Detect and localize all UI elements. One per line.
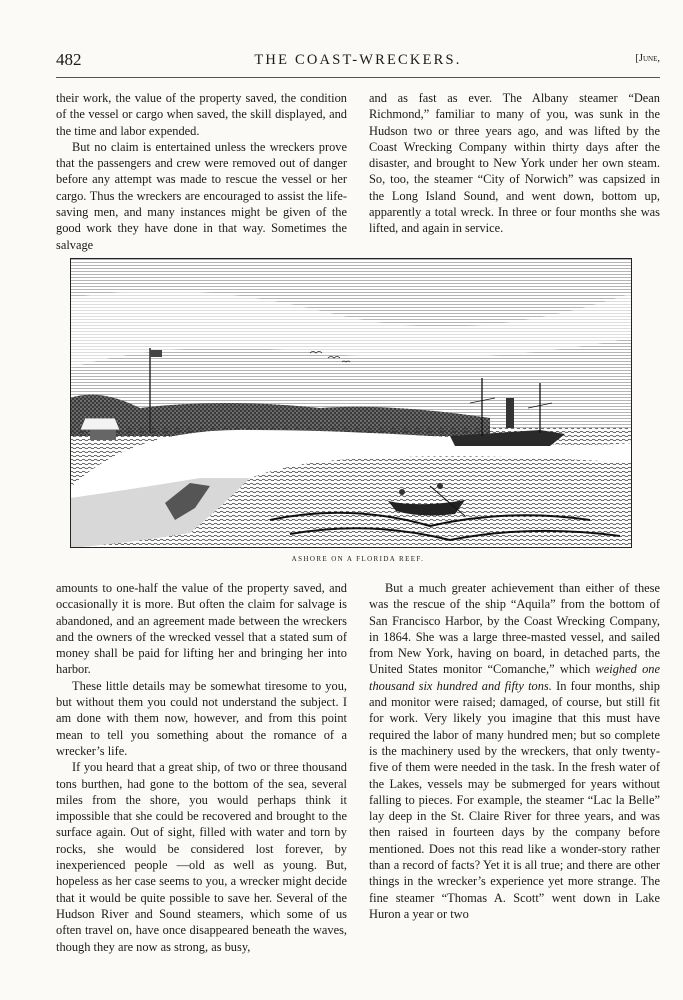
issue-month: [June, [635, 53, 660, 64]
paragraph: and as fast as ever. The Albany steamer “Dean Richmond,” familiar to many of you, was sunk in the Hudson two or three years ago, and was lifted by the Coast Wrecking Company within thirty days after the disaster, and brought to New York under her own steam. So, too, the steamer “City of Norwich” was capsized in the Long Island Sound, and went down, bottom up, apparently a total wreck. In three or four months she was lifted, and again in service. [369, 91, 660, 236]
bottom-right-column [369, 580, 660, 922]
paragraph: If you heard that a great ship, of two or three thousand tons burthen, had gone to the bottom of the sea, several miles from the shore, you would perhaps think it impossible that she could be recovered and brought to the surface again. Out of sight, filled with water and torn by rocks, she would be considered lost forever, by inexperienced people —old as well as young. But, hopeless as her case seems to you, a wrecker might decide that it would be quite possible to save her. Several of the Hudson River and Sound steamers, which some of us often travel on, have once disappeared beneath the waves, though they are now as strong, as busy, [56, 760, 347, 954]
top-left-column [56, 90, 347, 253]
paragraph: But no claim is entertained unless the wreckers prove that the passengers and crew were removed out of danger before any attempt was made to rescue the vessel or her cargo. Thus the wreckers are encouraged to assist the life-saving men, and many instances might be given of the good work they have done in that way. Sometimes the salvage [56, 139, 347, 252]
page-number: 482 [56, 50, 82, 69]
illustration-caption: ASHORE ON A FLORIDA REEF. [291, 555, 425, 563]
bottom-left-column [56, 580, 347, 955]
italic-emphasis: weighed one thousand six hundred and fifty tons. [369, 662, 660, 693]
shipwreck-engraving [70, 258, 632, 548]
running-title: THE COAST-WRECKERS. [254, 52, 462, 68]
text-run: But a much greater achievement than either of these was the rescue of the ship “Aquila” from the bottom of San Francisco Harbor, by the Coast Wrecking Company, in 1864. She was a large three-masted vessel, and sailed from New York, having on board, in detached parts, the United States monitor “Comanche,” which [369, 581, 660, 677]
running-header [56, 50, 660, 72]
paragraph [369, 580, 660, 922]
paragraph: their work, the value of the property saved, the condition of the vessel or cargo when saved, the skill displayed, and the time and labor expended. [56, 91, 347, 138]
engraving-image [70, 258, 632, 548]
header-rule [56, 77, 660, 78]
text-run: In four months, ship and monitor were raised; damaged, of course, but still fit for work. Very likely you imagine that this must have required the labor of many hundred men; but so complete is the machinery used by the wreckers, that only twenty-five of them were needed in the task. In the fresh water of the Lakes, vessels may be submerged for years without falling to pieces. For example, the steamer “Lac la Belle” lay deep in the St. Claire River for three years, and was then raised in fourteen days by the company before mentioned. Does not this read like a wonder-story rather than a record of facts? Yet it is all true; and there are other things in the wrecker’s experience yet more strange. The fine steamer “Thomas A. Scott” went down in Lake Huron a year or two [369, 678, 660, 921]
paragraph: These little details may be somewhat tiresome to you, but without them you could not understand the subject. I am done with them now, however, and from this point mean to tell you something about the romance of a wrecker’s life. [56, 678, 347, 758]
paragraph: amounts to one-half the value of the property saved, and occasionally it is more. But often the claim for salvage is abandoned, and an agreement made between the wreckers and the owners of the wrecked vessel that a stated sum of money shall be paid for lifting her and bringing her into harbor. [56, 581, 347, 677]
top-right-column [369, 90, 660, 237]
